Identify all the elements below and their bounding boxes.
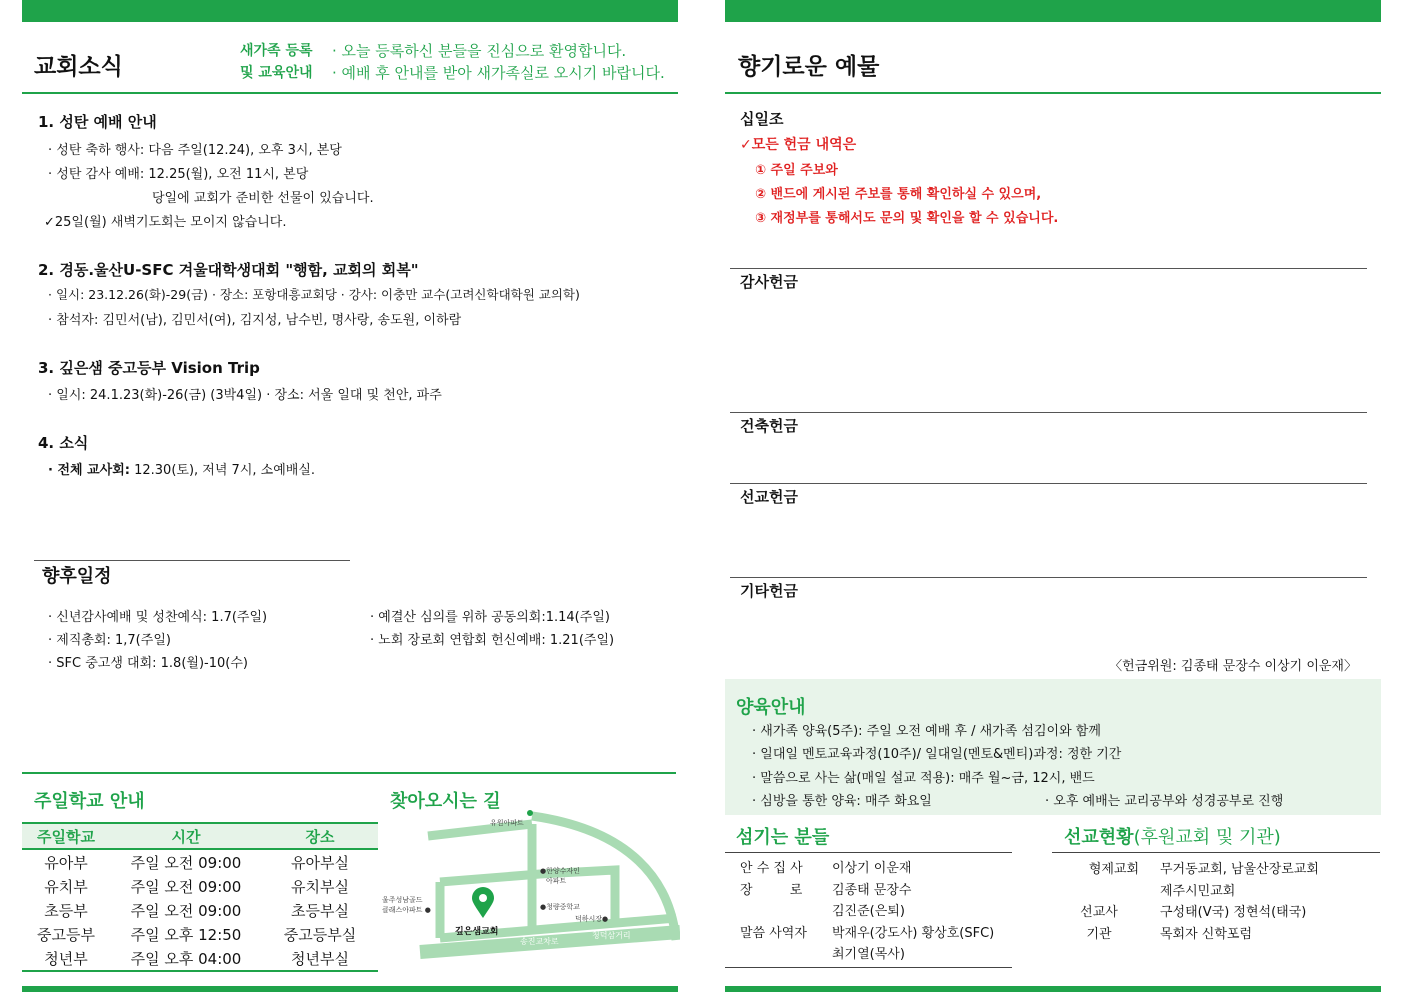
tithe-check: ✓모든 헌금 내역은 [740, 137, 857, 153]
schedule-rule [34, 560, 350, 561]
mission-top-rule [1052, 852, 1380, 853]
offering-building: 건축헌금 [740, 417, 798, 435]
news-4-heading: 4. 소식 [38, 434, 89, 452]
mission-row [1068, 902, 1319, 924]
table-cell: 유아부 [44, 853, 88, 872]
table-cell: 청년부 [44, 949, 88, 968]
news-2-line-2: · 참석자: 김민서(남), 김민서(여), 김지성, 남수빈, 명사랑, 송도원, 이하람 [48, 313, 462, 328]
page-title-church-news: 교회소식 [34, 54, 123, 80]
server-names: 김진준(은퇴) [832, 904, 905, 919]
offering-rule-1 [730, 268, 1367, 269]
mission-row [1068, 924, 1319, 946]
table-cell: 초등부 [44, 901, 88, 920]
server-names: 이상기 이운재 [832, 861, 912, 876]
welcome-label [240, 40, 313, 84]
offering-committee: 〈헌금위원: 김종태 문장수 이상기 이운재〉 [1109, 659, 1357, 674]
mission-role: 기관 [1086, 926, 1112, 942]
offering-rule-4 [730, 577, 1367, 578]
server-names: 박재우(강도사) 황상호(SFC) [832, 925, 995, 941]
header-place: 장소 [262, 823, 378, 849]
mission-role: 선교사 [1080, 905, 1118, 920]
mission-names: 목회자 신학포럼 [1160, 926, 1253, 942]
map-pin-icon [472, 887, 494, 918]
tithe-title: 십일조 [740, 110, 784, 128]
news-1-line-3: 당일에 교회가 준비한 선물이 있습니다. [152, 191, 374, 206]
map-title: 찾아오시는 길 [390, 791, 501, 812]
servers-title: 섬기는 분들 [736, 827, 830, 848]
sunday-school-table [22, 822, 378, 972]
table-cell: 중고등부 [37, 925, 95, 944]
tithe-item-1: ① 주일 주보와 [755, 163, 838, 178]
top-bar-right [725, 0, 1381, 22]
servers-top-rule [725, 852, 1012, 853]
server-row [740, 901, 994, 923]
sunday-school-title: 주일학교 안내 [34, 791, 145, 812]
table-cell: 주일 오후 04:00 [130, 949, 242, 968]
welcome-line1: · 오늘 등록하신 분들을 진심으로 환영합니다. [332, 42, 627, 60]
nurture-line-3: · 말씀으로 사는 삶(매일 설교 적용): 매주 월~금, 12시, 밴드 [752, 771, 1095, 786]
mission-row [1068, 859, 1319, 881]
offering-rule-3 [730, 483, 1367, 484]
table-row [22, 849, 378, 874]
map-label-church: 깊은샘교회 [455, 927, 499, 937]
news-1-line-4: ✓25일(월) 새벽기도회는 모이지 않습니다. [44, 215, 287, 230]
header-department: 주일학교 [22, 823, 110, 849]
table-row [22, 946, 378, 971]
servers-bottom-rule [725, 967, 1012, 968]
map-label-apt3-l1: 울주성남골드 [382, 896, 423, 904]
top-bar-left [22, 0, 678, 22]
map-label-road1: 송진교차로 [520, 937, 559, 946]
schedule-col1-1: · 신년감사예배 및 성찬예식: 1.7(주일) [48, 610, 268, 625]
right-header-rule [725, 92, 1381, 94]
schedule-col2-1: · 예결산 심의를 위하 공동의회:1.14(주일) [370, 610, 610, 625]
welcome-line2: · 예배 후 안내를 받아 새가족실로 오시기 바랍니다. [332, 64, 665, 82]
mission-names: 제주시민교회 [1160, 883, 1236, 899]
table-row [22, 922, 378, 946]
map-label-road2: 청덕삼거리 [592, 931, 631, 940]
server-row [740, 923, 994, 945]
nurture-line-2: · 일대일 멘토교육과정(10주)/ 일대일(멘토&멘티)과정: 정한 기간 [752, 747, 1122, 762]
news-1-line-1: · 성탄 축하 행사: 다음 주일(12.24), 오후 3시, 본당 [48, 143, 342, 158]
table-cell: 중고등부실 [283, 925, 357, 944]
news-3-line-1: · 일시: 24.1.23(화)-26(금) (3박4일) · 장소: 서울 일대 및 천안, 파주 [48, 388, 442, 403]
nurture-extra: · 오후 예배는 교리공부와 성경공부로 진행 [1045, 794, 1284, 809]
schedule-col1-2: · 제직총회: 1,7(주일) [48, 633, 171, 648]
table-cell: 주일 오후 12:50 [130, 925, 242, 944]
welcome-label-line2: 및 교육안내 [240, 65, 313, 81]
table-cell: 주일 오전 09:00 [130, 853, 242, 872]
mission-title: 선교현황 [1064, 827, 1134, 848]
offering-mission: 선교헌금 [740, 488, 798, 506]
table-cell: 초등부실 [291, 901, 349, 920]
tithe-item-3: ③ 재정부를 통해서도 문의 및 확인을 할 수 있습니다. [755, 211, 1059, 226]
map-label-apt2-l1: ●한양수자인 [540, 867, 580, 875]
map-label-market: 덕하시장● [575, 915, 609, 923]
offering-thanks: 감사헌금 [740, 273, 798, 291]
table-row [22, 898, 378, 922]
sunday-school-top-rule [22, 772, 676, 774]
sunday-school-header-row [22, 823, 378, 849]
table-cell: 유치부 [44, 877, 88, 896]
schedule-title: 향후일정 [42, 566, 112, 587]
map-label-apt2-l2: 아파트 [546, 877, 567, 885]
table-cell: 주일 오전 09:00 [130, 901, 242, 920]
schedule-col2-2: · 노회 장로회 연합회 헌신예배: 1.21(주일) [370, 633, 615, 648]
page-title-offerings: 향기로운 예물 [738, 54, 880, 80]
bottom-bar-left [22, 986, 678, 992]
table-cell: 청년부실 [291, 949, 349, 968]
mission-list [1068, 859, 1319, 945]
nurture-title: 양육안내 [736, 697, 806, 718]
offering-rule-2 [730, 412, 1367, 413]
server-role: 장 로 [740, 882, 803, 898]
directions-map [380, 810, 680, 970]
map-label-apt1: 유원아파트 [490, 819, 524, 827]
news-4-bold-label: · 전체 교사회: [48, 463, 130, 478]
mission-role: 형제교회 [1088, 862, 1140, 877]
news-2-line-1: · 일시: 23.12.26(화)-29(금) · 장소: 포항대흥교회당 · 강사: 이충만 교수(고려신학대학원 교의학) [48, 287, 580, 302]
welcome-label-line1: 새가족 등록 [240, 43, 313, 59]
bottom-bar-right [725, 986, 1381, 992]
schedule-col1-3: · SFC 중고생 대회: 1.8(월)-10(수) [48, 656, 248, 671]
server-row [740, 944, 994, 966]
mission-row [1068, 881, 1319, 903]
offering-other: 기타헌금 [740, 582, 798, 600]
mission-heading [1064, 823, 1281, 849]
table-cell: 주일 오전 09:00 [130, 877, 242, 896]
server-names: 최기열(목사) [832, 947, 905, 962]
left-header-rule [22, 92, 678, 94]
header-time: 시간 [110, 823, 262, 849]
welcome-text [332, 40, 665, 84]
servers-list [740, 858, 994, 966]
table-row [22, 874, 378, 898]
mission-names: 구성태(V국) 정현석(태국) [1160, 905, 1307, 920]
server-names: 김종태 문장수 [832, 882, 912, 898]
tithe-item-2: ② 밴드에 게시된 주보를 통해 확인하실 수 있으며, [755, 187, 1042, 202]
mission-subtitle: (후원교회 및 기관) [1133, 827, 1281, 848]
nurture-line-1: · 새가족 양육(5주): 주일 오전 예배 후 / 새가족 섬김이와 함께 [752, 724, 1101, 739]
news-1-line-2: · 성탄 감사 예배: 12.25(월), 오전 11시, 본당 [48, 167, 309, 182]
map-label-apt3-l2: 클래스아파트 ● [382, 906, 431, 914]
news-1-heading: 1. 성탄 예배 안내 [38, 113, 157, 131]
table-cell: 유치부실 [291, 877, 349, 896]
server-role: 안 수 집 사 [740, 861, 803, 876]
map-label-school: ●청량중학교 [540, 903, 580, 911]
news-3-heading: 3. 깊은샘 중고등부 Vision Trip [38, 359, 260, 377]
news-4-text: 12.30(토), 저녁 7시, 소예배실. [129, 463, 316, 478]
mission-names: 무거동교회, 남울산장로교회 [1160, 862, 1319, 877]
server-row [740, 858, 994, 880]
server-role: 말씀 사역자 [740, 925, 807, 941]
map-dot [527, 810, 533, 816]
table-cell: 유아부실 [291, 853, 349, 872]
nurture-line-4: · 심방을 통한 양육: 매주 화요일 [752, 794, 932, 809]
news-2-heading: 2. 경동.울산U-SFC 겨울대학생대회 "행함, 교회의 회복" [38, 261, 419, 279]
server-row [740, 880, 994, 902]
news-4-line-1 [48, 459, 315, 478]
